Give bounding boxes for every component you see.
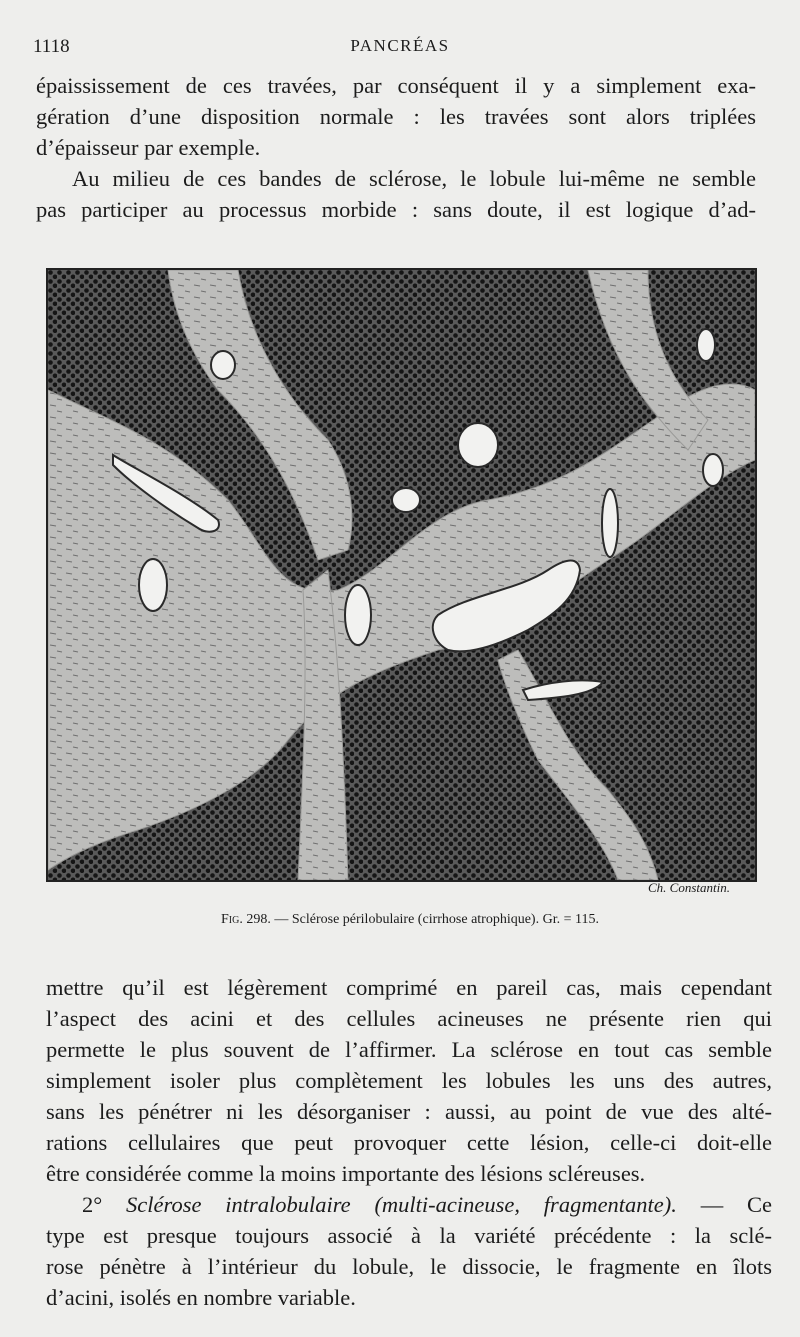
- text-line: rose pénètre à l’intérieur du lobule, le dissocie, le fragmente en îlots: [46, 1254, 772, 1279]
- caption-text: — Sclérose périlobulaire (cirrhose atrophique). Gr. = 115.: [274, 912, 599, 927]
- text-line: l’aspect des acini et des cellules acineuses ne présente rien qui: [46, 1006, 772, 1031]
- text-line: pas participer au processus morbide : sans doute, il est logique d’ad-: [36, 197, 756, 222]
- page-number: 1118: [33, 36, 70, 57]
- section-heading-line: [46, 1189, 772, 1220]
- text-line: gération d’une disposition normale : les travées sont alors triplées: [36, 104, 756, 129]
- text-line: épaississement de ces travées, par conséquent il y a simplement exa-: [36, 73, 756, 98]
- text-line: être considérée comme la moins importante des lésions scléreuses.: [46, 1161, 646, 1186]
- text-line: mettre qu’il est légèrement comprimé en pareil cas, mais cependant: [46, 975, 772, 1000]
- illustrator-signature: Ch. Constantin.: [648, 880, 730, 895]
- text-line: simplement isoler plus complètement les lobules les uns des autres,: [46, 1068, 772, 1093]
- text-line: rations cellulaires que peut provoquer cette lésion, celle-ci doit-elle: [46, 1130, 772, 1155]
- text-line: d’acini, isolés en nombre variable.: [46, 1285, 356, 1310]
- text-line: sans les pénétrer ni les désorganiser : aussi, au point de vue des alté-: [46, 1099, 772, 1124]
- section-title: Sclérose intralobulaire (multi-acineuse, fragmentante).: [126, 1192, 677, 1217]
- running-head: PANCRÉAS: [350, 36, 450, 55]
- text-line: permette le plus souvent de l’affirmer. La sclérose en tout cas semble: [46, 1037, 772, 1062]
- section-number: 2°: [82, 1192, 103, 1217]
- histology-figure: [46, 268, 757, 882]
- figure-caption: [0, 912, 800, 928]
- text-line: Au milieu de ces bandes de sclérose, le lobule lui-même ne semble: [72, 166, 756, 191]
- section-dash: — Ce: [700, 1192, 773, 1217]
- paragraph-top: [36, 70, 756, 225]
- text-line: type est presque toujours associé à la variété précédente : la sclé-: [46, 1223, 772, 1248]
- figure-label: Fig. 298.: [221, 912, 271, 927]
- histology-illustration: [48, 270, 755, 880]
- paragraph-bottom: [46, 972, 772, 1313]
- text-line: d’épaisseur par exemple.: [36, 135, 261, 160]
